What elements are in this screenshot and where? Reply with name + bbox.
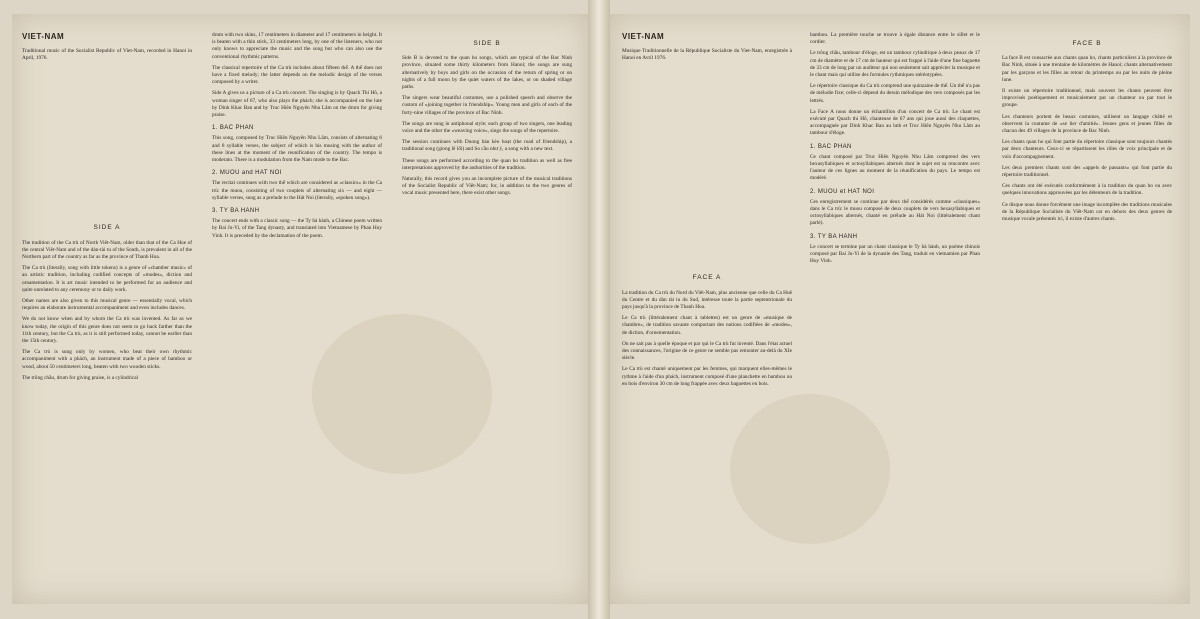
right-column-2 [810, 32, 980, 594]
section-title: 3. TY BA HANH [212, 208, 260, 215]
section-title: 1. BAC PHAN [212, 125, 254, 132]
right-page-french [610, 14, 1190, 604]
left-page-english [12, 14, 588, 604]
paragraph: The classical repertoire of the Ca trù includes about fifteen thể. A thể does not have a fixed melody; the latter depends on the melodic design of the verses composed by a writer. [212, 64, 382, 86]
left-column-1 [22, 32, 192, 594]
paragraph: bambou. La première touche se trouve à égale distance entre le sillet et le cordier. [810, 32, 980, 46]
section-text: The recital continues with two thể which are considered as «classics» in the Ca trù: the muou, consisting of two couplets of alternating six — and eight — syllable verses, sung as a prelude to the Hát Noi (literally, «spoken song»). [212, 180, 382, 201]
gatefold-spine [588, 0, 610, 619]
paragraph: Ce disque nous donne forcément une image incomplète des traditions musicales de la République Socialiste du Viêt-Nam car en dehors des deux genres de musique vocale présentés ici, il existe d'autres chants. [1002, 201, 1172, 223]
title-heading: VIET-NAM [22, 32, 65, 41]
section-text: The concert ends with a classic song — the Ty bà hành, a Chinese poem written by Bai Ju-Yi, of the Tang dynasty, and translated into Vietnamese by Phan Huy Vinh. It is preceded by the declamation of the poem. [212, 218, 382, 239]
side-label: SIDE B [473, 40, 501, 47]
section-text: This song, composed by Truc Hiên Nguyên Nhu Lâm, consists of alternating 6 and 8 syllable verses, the subject of which is his musing with the author of these lines at the moment of the reunification of the country. The tempo is moderato. There is a modulation from the Nam mode to the Bac. [212, 135, 382, 164]
paragraph: Side A gives us a picture of a Ca trù concert. The singing is by Quach Thi Hô, a woman singer of 67, who also plays the phách; she is accompanied on the lute by Dinh Khac Ban and by Truc Hiên Nguyên Nhu Lâm on the drum for giving praise. [212, 90, 382, 119]
side-label: FACE B [1072, 40, 1102, 47]
paragraph: The session continues with Duong bàn kèo hoạt (the road of friendship), a traditional song (giong lê lối) and So cầu như ý, a song with a new text. [402, 139, 572, 153]
paragraph: La Face A nous donne un échantillon d'un concert de Ca trù. Le chant est exécuté par Quach thi Hô, chanteuse de 67 ans qui joue aussi des claquettes, accompagnée par Dinh Khac Ban au luth et Truc Hiên Nguyên Nhu Lâm au tambour d'éloge. [810, 108, 980, 137]
section-text: Ce chant composé par Truc Hiên Nguyên Nhu Lâm comprend des vers hexasyllabiques et octosyllabiques alternés dont le sujet est sa rencontre avec l'auteur de ces lignes au moment de la réunification du pays. Le tempo est modéré. [810, 153, 980, 182]
paragraph: The songs are sung in antiphonal style; each group of two singers, one leading voice and the other the «weaving voice», sings the songs of the repertoire. [402, 120, 572, 135]
paragraph: Les chants quan ho qui font partie du répertoire classique sont toujours chantés par deux chanteurs. Ceux-ci se répartissent les rôles de voix principale et de voix d'accompagnement. [1002, 139, 1172, 160]
left-column-2 [212, 32, 382, 594]
left-column-3 [402, 32, 572, 594]
section-title: 2. MUOU et HAT NOI [810, 188, 875, 195]
intro-text: Traditional music of the Socialist Republic of Viet-Nam, recorded in Hanoi in April, 1976. [22, 48, 192, 62]
paragraph: Il existe un répertoire traditionnel, mais souvent les chants peuvent être improvisés poétiquement et musicalement par un chanteur ou par tout le groupe. [1002, 88, 1172, 109]
section-text: Ces enregistrement se continue par deux thể considérés comme «classiques» dans le Ca trù: le muou composé de deux couplets de vers hexasyllabiques et octosyllabiques alternés, chanté en prélude au Hát Noi (littéralement chant parlé). [810, 198, 980, 227]
paragraph: Side B is devoted to the quan ho songs, which are typical of the Bac Ninh province, situated some thirty kilometers from Hanoi; the songs are sung alternatively by boys and girls on the occasion of the return of spring or on nights of a full moon by the quiet waters of the lakes, or on shaded village paths. [402, 55, 572, 91]
blank-space [22, 66, 192, 216]
paragraph: Le Ca trù est chanté uniquement par les femmes, qui marquent elles-mêmes le rythme à l'aide d'un phách, instrument composé d'une planchette en bambou ou en bois d'environ 30 cm de long frappée avec deux baguettes en bois. [622, 366, 792, 387]
section-title: 2. MUOU and HAT NOI [212, 170, 282, 177]
section-title: 3. TY BA HANH [810, 233, 858, 240]
paragraph: drum with two skins, 17 centimeters in diameter and 17 centimeters in height. It is beaten with a thin stick, 33 centimeters long, by one of the listeners, who not only knows to appreciate the music and the song but who can also use the conventional rhythmic patterns. [212, 32, 382, 60]
paragraph: The tradition of the Ca trù of North Viêt-Nam, older than that of the Ca Hue of the central Viêt-Nam and of the dàn-tài tu of the South, is prevalent in all of the Northern part of the country as far as the province of Thanh Hoa. [22, 239, 192, 261]
paragraph: Les chanteurs portent de beaux costumes, utilisent un langage châtié et observent la coutume de «se lier d'amitié». Jeunes gens et jeunes filles de chacun des 49 villages de la province de Bac Ninh. [1002, 113, 1172, 135]
side-label: SIDE A [93, 224, 121, 232]
paragraph: The Ca trù (literally, song with little tokens) is a genre of «chamber music» of an artistic tradition, including codified concepts of «modes», diction and ornamentation. It is art music intended to be performed for an audience and quite unrelated to any ceremony or to daily work. [22, 265, 192, 293]
paragraph: Ces chants ont été exécutés conformément à la tradition du quan ho ou avec quelques innovations approuvées par les détenteurs de la tradition. [1002, 183, 1172, 197]
section-text: Le concert se termine par un chant classique le Ty bà hành, un poème chinois composé par Bai Ju-Yi de la dynastie des Tang, traduit en vietnamien par Phan Huy Vinh. [810, 243, 980, 265]
paragraph: La tradition du Ca trù du Nord du Viêt-Nam, plus ancienne que celle du Ca Huê du Centre et du dàn tài tu du Sud, intéresse toute la partie septentrionale du pays jusqu'à la province de Thanh Hoa. [622, 289, 792, 311]
intro-text: Musique Traditionnelle de la République Socialiste du Viet-Nam, enregistrée à Hanoi en Avril 1976. [622, 48, 792, 62]
paragraph: La face B est consacrée aux chants quan ho, chants particuliers à la province de Bac Ninh, située à une trentaine de kilomètres de Hanoi; chants alternativement par les garçons et les filles au retour du printemps ou par les nuits de pleine lune. [1002, 55, 1172, 83]
blank-space [622, 66, 792, 266]
paragraph: The singers wear beautiful costumes, use a polished speech and observe the custom of «joining together in friendship». Young men and girls of each of the forty-nine villages of the province of Bac Ninh. [402, 95, 572, 116]
paragraph: Le répertoire classique du Ca trù comprend une quinzaine de thể. Un thể n'a pas de mélodie fixe; celle-ci dépend du dessin mélodique des vers composés par les lettrés. [810, 83, 980, 104]
paragraph: Le trông chầu, tambour d'éloge, est un tambour cylindrique à deux peaux de 17 cm de diamètre et de 17 cm de hauteur qui est frappé à l'aide d'une fine baguette de 33 cm de long par un auditeur qui non seulement sait apprécier la musique et le chant mais qui utilise des formules rythmiques stéréotypées. [810, 50, 980, 79]
paragraph: Other names are also given to this musical genre — essentially vocal, which requires an elaborate instrumental accompaniment and even includes dances. [22, 298, 192, 312]
section-title: 1. BAC PHAN [810, 143, 852, 150]
paragraph: Naturally, this record gives you an incomplete picture of the musical traditions of the Socialist Republic of Viêt-Nam; for, in addition to the two genres of vocal music presented here, there exist other songs. [402, 176, 572, 197]
paragraph: We do not know when and by whom the Ca trù was invented. As far as we know today, the origin of this genre does not seem to go back farther than the 11th century, but the Ca trù, as it is still performed today, cannot be earlier than the 15th century. [22, 316, 192, 345]
right-column-1 [622, 32, 792, 594]
paragraph: Les deux premiers chants sont des «appels de passants» qui font partie du répertoire traditionnel. [1002, 164, 1172, 179]
title-heading: VIET-NAM [622, 32, 665, 41]
paragraph: On ne sait pas à quelle époque et par qui le Ca trù fut inventé. Dans l'état actuel des connaissances, l'origine de ce genre ne semble pas remonter au-delà du XIe siècle. [622, 340, 792, 362]
paragraph: The trông chầu, drum for giving praise, is a cylindrical [22, 374, 139, 381]
paragraph: Le Ca trù (littéralement chant à tablettes) est un genre de «musique de chambre», de tradition savante comportant des notions codifiées de «modes», de diction, d'ornementation. [622, 315, 792, 336]
side-label: FACE A [692, 274, 722, 282]
paragraph: These songs are performed according to the quan ho tradition as well as free interpretations approved by the authorities of the tradition. [402, 157, 572, 171]
paragraph: The Ca trù is sung only by women, who beat their own rhythmic accompaniment with a phách, an instrument made of a piece of bamboo or wood, about 50 centimeters long, beaten with two wooden sticks. [22, 349, 192, 370]
right-column-3 [1002, 32, 1172, 594]
